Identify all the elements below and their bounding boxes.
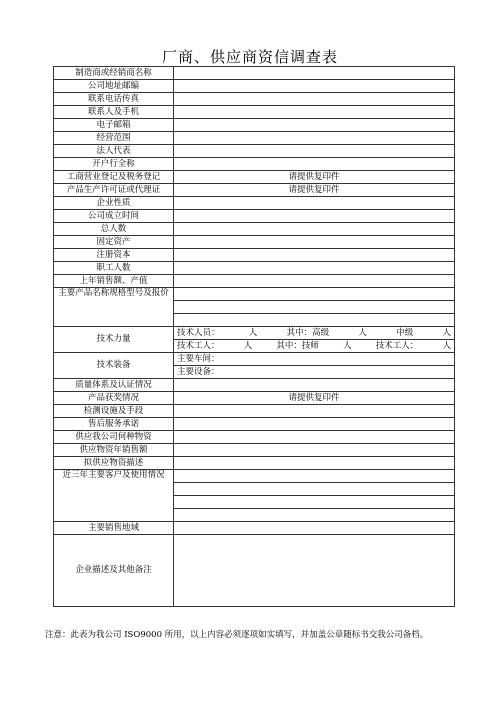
table-row — [54, 210, 455, 223]
main-workshop-field[interactable]: 主要车间： — [174, 353, 455, 366]
row-label: 经营范围 — [54, 132, 174, 145]
table-row — [54, 392, 455, 405]
unit-label: 人 — [343, 340, 352, 351]
table-row — [54, 132, 455, 145]
technician-label: 其中：技师 — [276, 340, 319, 351]
table-row — [54, 444, 455, 457]
row-label: 供应我公司何种物资 — [54, 431, 174, 444]
row-label: 注册资本 — [54, 249, 174, 262]
product-line-field[interactable] — [174, 301, 455, 314]
row-label: 电子邮箱 — [54, 119, 174, 132]
legal-rep-field[interactable] — [174, 145, 455, 158]
phone-fax-field[interactable] — [174, 93, 455, 106]
row-label: 主要销售地域 — [54, 522, 174, 535]
table-row — [54, 522, 455, 535]
supplier-survey-table — [53, 66, 455, 607]
enterprise-type-field[interactable] — [174, 197, 455, 210]
table-row — [54, 67, 455, 80]
row-label: 近三年主要客户及使用情况 — [54, 470, 174, 522]
row-label: 技术力量 — [54, 327, 174, 353]
tech-staff-field[interactable] — [174, 327, 455, 340]
employee-count-field[interactable] — [174, 262, 455, 275]
row-label: 产品生产许可证或代理证 — [54, 184, 174, 197]
row-label: 固定资产 — [54, 236, 174, 249]
row-label: 联系电话传真 — [54, 93, 174, 106]
row-label: 产品获奖情况 — [54, 392, 174, 405]
table-row — [54, 171, 455, 184]
row-label: 企业描述及其他备注 — [54, 535, 174, 607]
total-staff-field[interactable] — [174, 223, 455, 236]
unit-label: 人 — [442, 340, 451, 351]
table-row — [54, 457, 455, 470]
senior-label: 其中：高级 — [286, 327, 330, 338]
unit-label: 人 — [442, 327, 451, 338]
table-row — [54, 249, 455, 262]
unit-label: 人 — [358, 327, 367, 338]
table-row — [54, 119, 455, 132]
row-label: 主要产品名称规格型号及报价 — [54, 288, 174, 327]
supplied-materials-field[interactable] — [174, 431, 455, 444]
row-label: 工商营业登记及税务登记 — [54, 171, 174, 184]
table-row — [54, 327, 455, 340]
founding-date-field[interactable] — [174, 210, 455, 223]
last-year-sales-field[interactable] — [174, 275, 455, 288]
row-label: 检测设施及手段 — [54, 405, 174, 418]
product-line-field[interactable] — [174, 288, 455, 301]
row-label: 售后服务承诺 — [54, 418, 174, 431]
row-label: 质量体系及认证情况 — [54, 379, 174, 392]
table-row — [54, 80, 455, 93]
tech-workers-label-2: 技术工人： — [375, 340, 419, 351]
row-label: 公司成立时间 — [54, 210, 174, 223]
form-title: 厂商、供应商资信调查表 — [161, 48, 338, 66]
annual-sales-field[interactable] — [174, 444, 455, 457]
sales-region-field[interactable] — [174, 522, 455, 535]
row-label: 上年销售额、产值 — [54, 275, 174, 288]
table-row — [54, 275, 455, 288]
table-row — [54, 470, 455, 483]
table-row — [54, 197, 455, 210]
table-row — [54, 379, 455, 392]
table-row — [54, 236, 455, 249]
quality-system-field[interactable] — [174, 379, 455, 392]
footer-note: 注意：此表为我公司 ISO9000 所用，以上内容必须逐项如实填写，并加盖公章随标书交我公司备档。 — [45, 630, 429, 640]
tech-workers-field[interactable] — [174, 340, 455, 353]
business-scope-field[interactable] — [174, 132, 455, 145]
bank-name-field[interactable] — [174, 158, 455, 171]
table-row — [54, 353, 455, 366]
contact-mobile-field[interactable] — [174, 106, 455, 119]
row-label: 联系人及手机 — [54, 106, 174, 119]
after-sales-field[interactable] — [174, 418, 455, 431]
table-row — [54, 158, 455, 171]
fixed-assets-field[interactable] — [174, 236, 455, 249]
table-row — [54, 145, 455, 158]
production-license-field[interactable]: 请提供复印件 — [174, 184, 455, 197]
row-label: 总人数 — [54, 223, 174, 236]
row-label: 供应物资年销售额 — [54, 444, 174, 457]
client-line-field[interactable] — [174, 483, 455, 496]
remarks-field[interactable] — [174, 535, 455, 607]
table-row — [54, 93, 455, 106]
client-line-field[interactable] — [174, 470, 455, 483]
business-registration-field[interactable]: 请提供复印件 — [174, 171, 455, 184]
row-label: 技术装备 — [54, 353, 174, 379]
intermediate-label: 中级 — [396, 327, 414, 338]
table-row — [54, 405, 455, 418]
company-name-field[interactable] — [174, 67, 455, 80]
client-line-field[interactable] — [174, 509, 455, 522]
row-label: 法人代表 — [54, 145, 174, 158]
address-postcode-field[interactable] — [174, 80, 455, 93]
table-row — [54, 262, 455, 275]
table-row — [54, 184, 455, 197]
tech-workers-label: 技术工人： — [177, 340, 220, 351]
table-row — [54, 106, 455, 119]
material-description-field[interactable] — [174, 457, 455, 470]
row-label: 开户行全称 — [54, 158, 174, 171]
table-row — [54, 418, 455, 431]
table-row — [54, 535, 455, 607]
row-label: 企业性质 — [54, 197, 174, 210]
row-label: 制造商或经销商名称 — [54, 67, 174, 80]
row-label: 拟供应物资描述 — [54, 457, 174, 470]
awards-field[interactable]: 请提供复印件 — [174, 392, 455, 405]
testing-facilities-field[interactable] — [174, 405, 455, 418]
tech-staff-label: 技术人员： — [177, 327, 220, 338]
table-row — [54, 223, 455, 236]
row-label: 公司地址邮编 — [54, 80, 174, 93]
email-field[interactable] — [174, 119, 455, 132]
row-label: 职工人数 — [54, 262, 174, 275]
client-line-field[interactable] — [174, 496, 455, 509]
unit-label: 人 — [243, 340, 253, 351]
product-line-field[interactable] — [174, 314, 455, 327]
table-row — [54, 431, 455, 444]
table-row — [54, 288, 455, 301]
main-equipment-field[interactable]: 主要设备： — [174, 366, 455, 379]
unit-label: 人 — [248, 327, 258, 338]
registered-capital-field[interactable] — [174, 249, 455, 262]
